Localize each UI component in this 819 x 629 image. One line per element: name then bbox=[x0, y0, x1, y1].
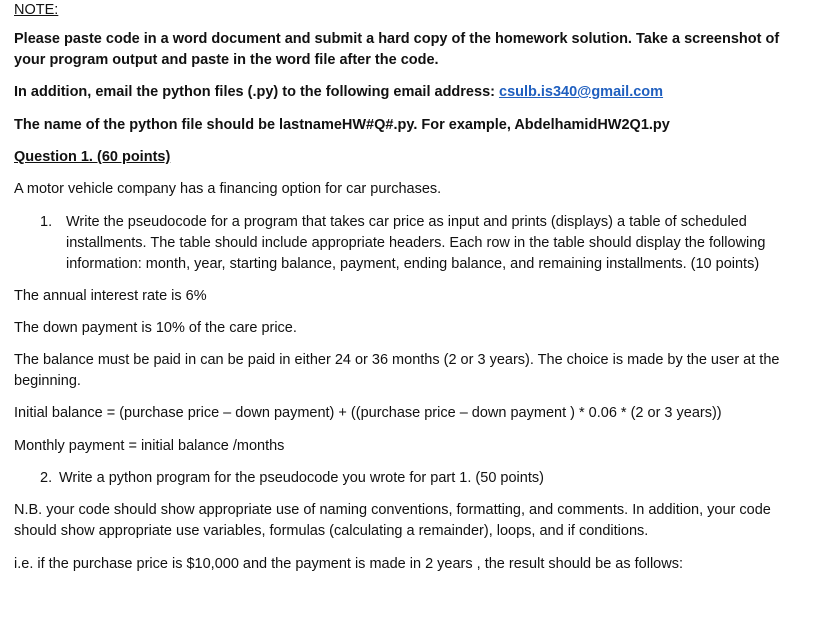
question-heading: Question 1. (60 points) bbox=[14, 149, 171, 165]
list-text-2: Write a python program for the pseudocode you wrote for part 1. (50 points) bbox=[59, 470, 544, 486]
email-instruction bbox=[14, 82, 663, 102]
email-link[interactable]: csulb.is340@gmail.com bbox=[499, 84, 664, 100]
list-number-2: 2. bbox=[40, 470, 53, 486]
interest-rate: The annual interest rate is 6% bbox=[14, 288, 207, 304]
question-intro: A motor vehicle company has a financing option for car purchases. bbox=[14, 181, 442, 197]
filename-instruction: The name of the python file should be lastnameHW#Q#.py. For example, AbdelhamidHW2Q1.py bbox=[14, 117, 670, 133]
monthly-payment-formula: Monthly payment = initial balance /months bbox=[14, 438, 285, 454]
nb-note: N.B. your code should show appropriate use of naming conventions, formatting, and comments. In addition, your code should show appropriate use variables, formulas (calculating a remainder), loops, and if conditions. bbox=[14, 502, 771, 539]
example-note: i.e. if the purchase price is $10,000 and the payment is made in 2 years , the result should be as follows: bbox=[14, 556, 683, 572]
initial-balance-formula: Initial balance = (purchase price – down payment) + ((purchase price – down payment ) * 0.06 * (2 or 3 years)) bbox=[14, 405, 722, 421]
email-prefix: In addition, email the python files (.py) to the following email address: bbox=[14, 84, 499, 100]
note-instructions: Please paste code in a word document and submit a hard copy of the homework solution. Take a screenshot of your program output and paste in the word file after the code. bbox=[14, 31, 780, 68]
down-payment: The down payment is 10% of the care price. bbox=[14, 320, 297, 336]
balance-choice: The balance must be paid in can be paid in either 24 or 36 months (2 or 3 years). The choice is made by the user at the beginning. bbox=[14, 352, 780, 389]
list-text-1: Write the pseudocode for a program that takes car price as input and prints (displays) a table of scheduled installments. The table should include appropriate headers. Each row in the table should display the following information: month, year, starting balance, payment, ending balance, and remaining installments. (10 points) bbox=[66, 214, 766, 272]
list-number-1: 1. bbox=[40, 214, 53, 230]
note-heading: NOTE: bbox=[14, 2, 59, 18]
